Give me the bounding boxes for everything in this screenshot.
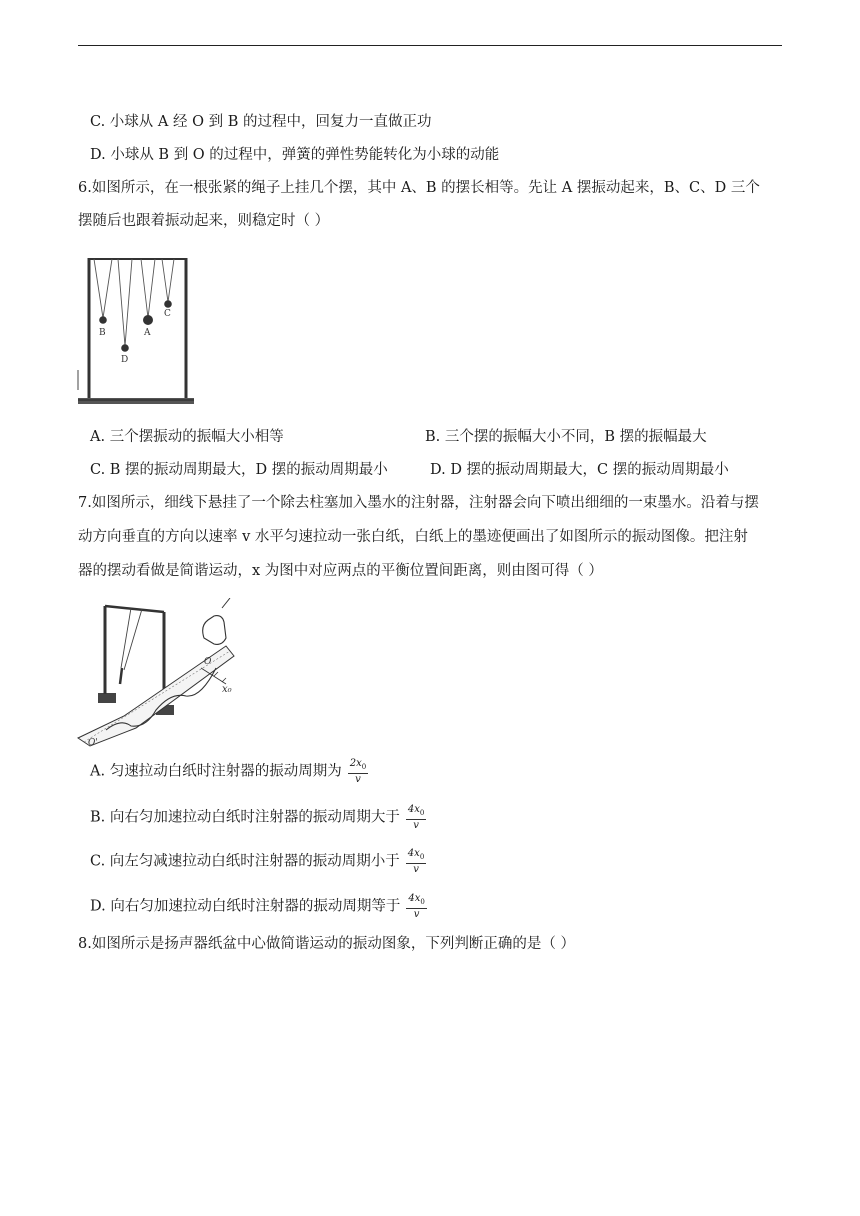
q5-option-c: C. 小球从 A 经 O 到 B 的过程中，回复力一直做正功 bbox=[90, 114, 432, 130]
hand-illustration bbox=[203, 616, 226, 645]
stand-left-foot bbox=[98, 693, 116, 703]
pendulum-bob-a bbox=[143, 315, 153, 325]
pendulum-bob-b bbox=[99, 316, 107, 324]
q6-pendulum-figure bbox=[76, 250, 198, 412]
q6-option-a: A. 三个摆振动的振幅大小相等 bbox=[90, 429, 284, 445]
q7-option-c: C. 向左匀减速拉动白纸时注射器的振动周期小于 $\frac{4x_0}{v}$ bbox=[90, 848, 425, 875]
q7-option-b: B. 向右匀加速拉动白纸时注射器的振动周期大于 $\frac{4x_0}{v}$ bbox=[90, 804, 425, 831]
fraction-4x0-over-v: $\frac{4x_0}{v}$ bbox=[407, 848, 425, 875]
pendulum-label-b: B bbox=[99, 328, 106, 338]
label-o: O bbox=[204, 657, 212, 667]
q7-option-d: D. 向右匀加速拉动白纸时注射器的振动周期等于 $\frac{4x_0}{v}$ bbox=[90, 893, 425, 920]
pendulum-label-c: C bbox=[164, 309, 171, 319]
q6-option-c: C. B 摆的振动周期最大，D 摆的振动周期最小 bbox=[90, 462, 388, 478]
pendulum-label-a: A bbox=[144, 328, 151, 338]
q7-stem-line-3: 器的摆动看做是简谐运动，x 为图中对应两点的平衡位置间距离，则由图可得（ ） bbox=[78, 563, 603, 579]
q8-stem: 8.如图所示是扬声器纸盆中心做简谐运动的振动图象，下列判断正确的是（ ） bbox=[78, 936, 575, 952]
pendulum-bob-d bbox=[121, 344, 129, 352]
pendulum-label-d: D bbox=[121, 355, 129, 365]
q5-option-d: D. 小球从 B 到 O 的过程中，弹簧的弹性势能转化为小球的动能 bbox=[90, 147, 500, 163]
stand-crossbar bbox=[105, 606, 164, 612]
fraction-4x0-over-v: $\frac{4x_0}{v}$ bbox=[408, 893, 425, 920]
syringe bbox=[120, 668, 122, 684]
q6-option-d: D. D 摆的振动周期最大，C 摆的振动周期最小 bbox=[430, 462, 729, 478]
q6-stem-line-1: 6.如图所示，在一根张紧的绳子上挂几个摆，其中 A、B 的摆长相等。先让 A 摆振动起来，B、C、D 三个 bbox=[78, 180, 760, 196]
q7-stem-line-1: 7.如图所示，细线下悬挂了一个除去柱塞加入墨水的注射器，注射器会向下喷出细细的一束墨水。沿着与摆 bbox=[78, 495, 759, 511]
q7-syringe-pendulum-figure bbox=[76, 598, 241, 750]
pendulum-bob-c bbox=[164, 300, 172, 308]
pendulum-base bbox=[78, 398, 194, 404]
q7-option-a: A. 匀速拉动白纸时注射器的振动周期为 $\frac{2x_0}{v}$ bbox=[90, 758, 367, 785]
q6-option-b: B. 三个摆的振幅大小不同，B 摆的振幅最大 bbox=[425, 429, 707, 445]
q7-stem-line-2: 动方向垂直的方向以速率 v 水平匀速拉动一张白纸，白纸上的墨迹便画出了如图所示的振动图像。把注射 bbox=[78, 529, 748, 545]
header-rule bbox=[78, 45, 782, 46]
label-o-prime: O' bbox=[88, 738, 98, 748]
label-x0: x₀ bbox=[222, 684, 232, 695]
fraction-4x0-over-v: $\frac{4x_0}{v}$ bbox=[407, 804, 425, 831]
q6-stem-line-2: 摆随后也跟着振动起来，则稳定时（ ） bbox=[78, 213, 330, 229]
fraction-2x0-over-v: $\frac{2x_0}{v}$ bbox=[349, 758, 367, 785]
